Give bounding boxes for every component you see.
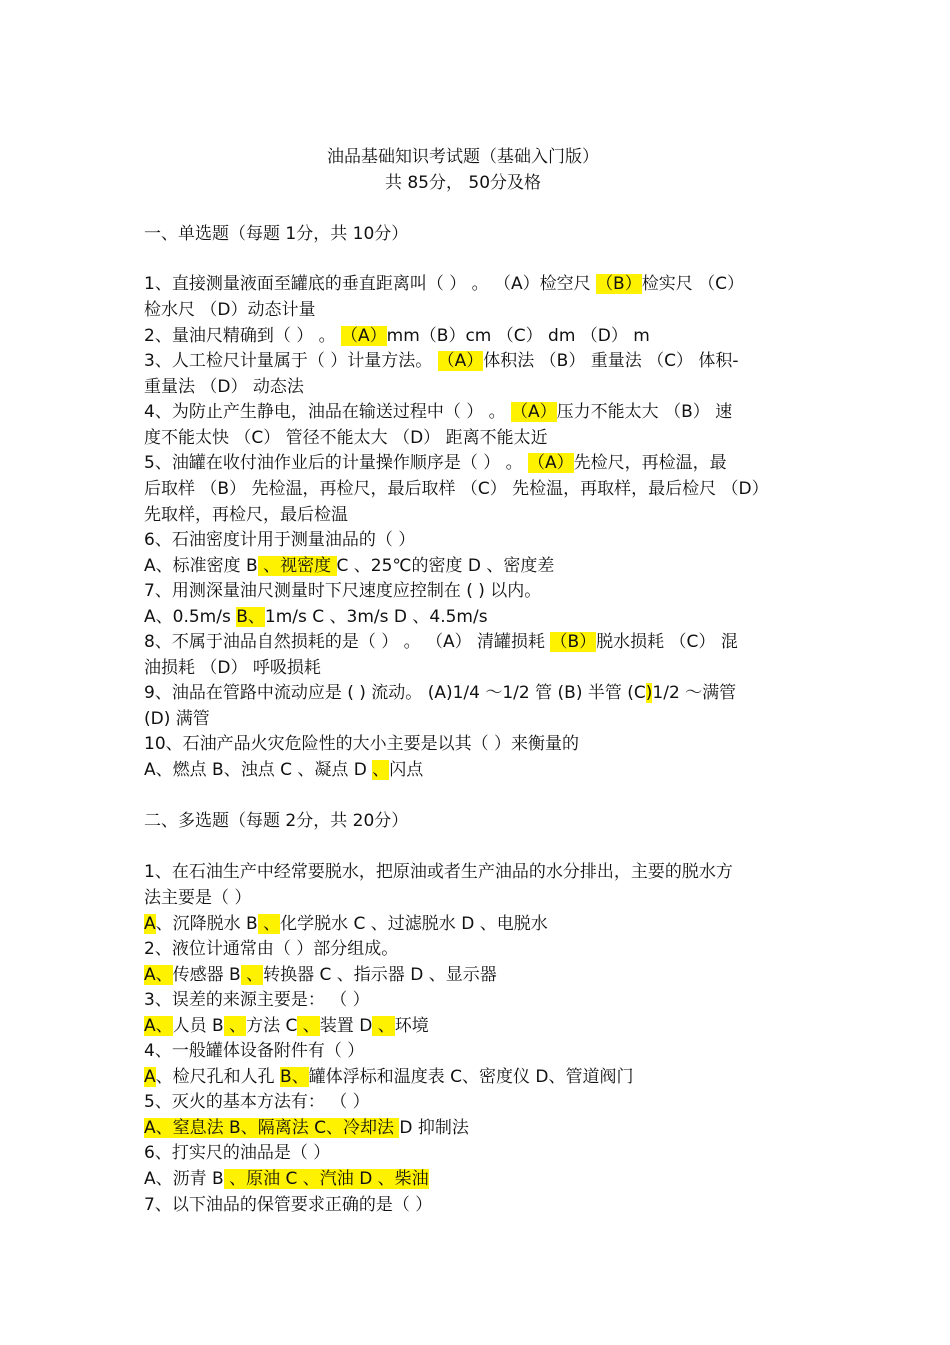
highlighted-answer: （A） bbox=[528, 453, 574, 473]
single-choice-question-8-line bbox=[144, 631, 738, 653]
question-text: 6、石油密度计用于测量油品的（ ） bbox=[144, 530, 416, 550]
question-text: 9、油品在管路中流动应是 ( ) 流动。 (A)1/4 ～1/2 管 (B) 半管 (C bbox=[144, 683, 646, 703]
question-text: 压力不能太大 （B） 速 bbox=[556, 402, 733, 422]
question-text: 、沉降脱水 B bbox=[155, 914, 258, 934]
single-choice-question-3-line bbox=[144, 376, 304, 398]
question-text: 油损耗 （D） 呼吸损耗 bbox=[144, 658, 321, 678]
single-choice-question-1-line bbox=[144, 299, 316, 321]
question-text: 脱水损耗 （C） 混 bbox=[596, 632, 738, 652]
multi-choice-question-5-line bbox=[144, 1117, 469, 1139]
question-text: C 、25℃的密度 D 、密度差 bbox=[336, 556, 555, 576]
multi-choice-question-1-line bbox=[144, 887, 251, 909]
question-text: 罐体浮标和温度表 C、密度仪 D、管道阀门 bbox=[308, 1067, 634, 1087]
question-text: 8、不属于油品自然损耗的是（ ） 。 （A） 清罐损耗 bbox=[144, 632, 551, 652]
question-text: 6、打实尺的油品是（ ） bbox=[144, 1143, 331, 1163]
single-choice-question-9-line bbox=[144, 682, 736, 704]
question-text: 4、为防止产生静电，油品在输送过程中（ ） 。 bbox=[144, 402, 512, 422]
highlighted-answer: A、窒息法 B、隔离法 C、冷却法 bbox=[144, 1118, 400, 1138]
highlighted-answer: 、原油 C 、汽油 D 、柴油 bbox=[223, 1169, 429, 1189]
question-text: 5、油罐在收付油作业后的计量操作顺序是（ ） 。 bbox=[144, 453, 529, 473]
single-choice-question-7-line bbox=[144, 606, 488, 628]
highlighted-answer: 、 bbox=[223, 1016, 247, 1036]
question-text: 度不能太快 （C） 管径不能太大 （D） 距离不能太近 bbox=[144, 428, 548, 448]
multi-choice-question-4-line bbox=[144, 1066, 634, 1088]
question-text: 检水尺 （D）动态计量 bbox=[144, 300, 316, 320]
highlighted-answer: 、视密度 bbox=[257, 556, 337, 576]
section-multi-choice-title: 二、多选题（每题 2分，共 20分） bbox=[144, 811, 409, 831]
highlighted-answer: B、 bbox=[236, 607, 265, 627]
question-text: 4、一般罐体设备附件有（ ） bbox=[144, 1041, 365, 1061]
single-choice-question-4-line bbox=[144, 427, 548, 449]
question-text: 3、人工检尺计量属于（ ）计量方法。 bbox=[144, 351, 438, 371]
single-choice-question-10-line bbox=[144, 759, 423, 781]
highlighted-answer: （A） bbox=[437, 351, 484, 371]
question-text: 、检尺孔和人孔 bbox=[155, 1067, 281, 1087]
question-text: 化学脱水 C 、过滤脱水 D 、电脱水 bbox=[280, 914, 548, 934]
question-text: 重量法 （D） 动态法 bbox=[144, 377, 304, 397]
question-text: 1、在石油生产中经常要脱水，把原油或者生产油品的水分排出，主要的脱水方 bbox=[144, 862, 733, 882]
exam-title: 油品基础知识考试题（基础入门版） bbox=[327, 147, 599, 167]
multi-choice-question-7-line bbox=[144, 1194, 432, 1216]
highlighted-answer: A、 bbox=[144, 1016, 173, 1036]
question-text: 传感器 B bbox=[172, 965, 241, 985]
single-choice-question-5-line bbox=[144, 478, 769, 500]
highlighted-answer: B、 bbox=[280, 1067, 309, 1087]
single-choice-question-10-line bbox=[144, 733, 579, 755]
multi-choice-question-2-line bbox=[144, 938, 398, 960]
question-text: 10、石油产品火灾危险性的大小主要是以其（ ）来衡量的 bbox=[144, 734, 580, 754]
question-text: 3、误差的来源主要是： （ ） bbox=[144, 990, 370, 1010]
single-choice-question-6-line bbox=[144, 529, 415, 551]
question-text: A、沥青 B bbox=[144, 1169, 224, 1189]
question-text: 装置 D bbox=[319, 1016, 373, 1036]
single-choice-question-4-line bbox=[144, 401, 732, 423]
multi-choice-question-1-line bbox=[144, 861, 733, 883]
question-text: 7、以下油品的保管要求正确的是（ ） bbox=[144, 1195, 433, 1215]
multi-choice-question-4-line bbox=[144, 1040, 364, 1062]
question-text: 方法 C bbox=[246, 1016, 298, 1036]
highlighted-answer: 、 bbox=[240, 965, 264, 985]
multi-choice-question-2-line bbox=[144, 964, 497, 986]
highlighted-answer: A、 bbox=[144, 965, 173, 985]
question-text: 转换器 C 、指示器 D 、显示器 bbox=[263, 965, 497, 985]
question-text: A、标准密度 B bbox=[144, 556, 258, 576]
question-text: 7、用测深量油尺测量时下尺速度应控制在 ( ) 以内。 bbox=[144, 581, 542, 601]
exam-subtitle: 共 85分， 50分及格 bbox=[384, 173, 542, 193]
multi-choice-question-5-line bbox=[144, 1091, 370, 1113]
multi-choice-question-6-line bbox=[144, 1142, 330, 1164]
question-text: 检实尺 （C） bbox=[641, 274, 745, 294]
single-choice-question-3-line bbox=[144, 350, 739, 372]
highlighted-answer: （A） bbox=[341, 326, 387, 346]
highlighted-answer: A bbox=[144, 1067, 156, 1087]
single-choice-question-9-line bbox=[144, 708, 210, 730]
highlighted-answer: （B） bbox=[596, 274, 642, 294]
question-text: 1、直接测量液面至罐底的垂直距离叫（ ） 。 （A）检空尺 bbox=[144, 274, 597, 294]
question-text: D 抑制法 bbox=[399, 1118, 469, 1138]
question-text: 1/2 ～满管 bbox=[652, 683, 737, 703]
highlighted-answer: ) bbox=[645, 683, 653, 703]
highlighted-answer: 、 bbox=[297, 1016, 320, 1036]
question-text: 法主要是（ ） bbox=[144, 888, 252, 908]
section-single-choice-title: 一、单选题（每题 1分，共 10分） bbox=[144, 224, 409, 244]
question-text: 5、灭火的基本方法有： （ ） bbox=[144, 1092, 370, 1112]
question-text: 后取样 （B） 先检温，再检尺，最后取样 （C） 先检温，再取样，最后检尺 （D） bbox=[144, 479, 769, 499]
single-choice-question-5-line bbox=[144, 452, 727, 474]
question-text: mm（B）cm （C） dm （D） m bbox=[386, 326, 650, 346]
single-choice-question-1-line bbox=[144, 273, 744, 295]
question-text: 人员 B bbox=[172, 1016, 224, 1036]
single-choice-question-2-line bbox=[144, 325, 650, 347]
multi-choice-question-6-line bbox=[144, 1168, 429, 1190]
question-text: A、燃点 B、浊点 C 、凝点 D bbox=[144, 760, 373, 780]
highlighted-answer: 、 bbox=[372, 760, 390, 780]
question-text: 体积法 （B） 重量法 （C） 体积- bbox=[483, 351, 739, 371]
multi-choice-question-3-line bbox=[144, 1015, 429, 1037]
question-text: 1m/s C 、3m/s D 、4.5m/s bbox=[264, 607, 488, 627]
question-text: 2、量油尺精确到（ ） 。 bbox=[144, 326, 342, 346]
single-choice-question-6-line bbox=[144, 555, 554, 577]
highlighted-answer: 、 bbox=[372, 1016, 395, 1036]
highlighted-answer: 、 bbox=[257, 914, 281, 934]
single-choice-question-5-line bbox=[144, 504, 348, 526]
highlighted-answer: （A） bbox=[511, 402, 557, 422]
highlighted-answer: （B） bbox=[550, 632, 597, 652]
multi-choice-question-1-line bbox=[144, 913, 548, 935]
single-choice-question-8-line bbox=[144, 657, 321, 679]
question-text: A、0.5m/s bbox=[144, 607, 237, 627]
question-text: 2、液位计通常由（ ）部分组成。 bbox=[144, 939, 399, 959]
question-text: 闪点 bbox=[389, 760, 424, 780]
question-text: 先检尺，再检温，最 bbox=[573, 453, 727, 473]
question-text: 环境 bbox=[394, 1016, 429, 1036]
question-text: 先取样，再检尺，最后检温 bbox=[144, 505, 348, 525]
multi-choice-question-3-line bbox=[144, 989, 370, 1011]
single-choice-question-7-line bbox=[144, 580, 541, 602]
highlighted-answer: A bbox=[144, 914, 156, 934]
question-text: (D) 满管 bbox=[144, 709, 210, 729]
